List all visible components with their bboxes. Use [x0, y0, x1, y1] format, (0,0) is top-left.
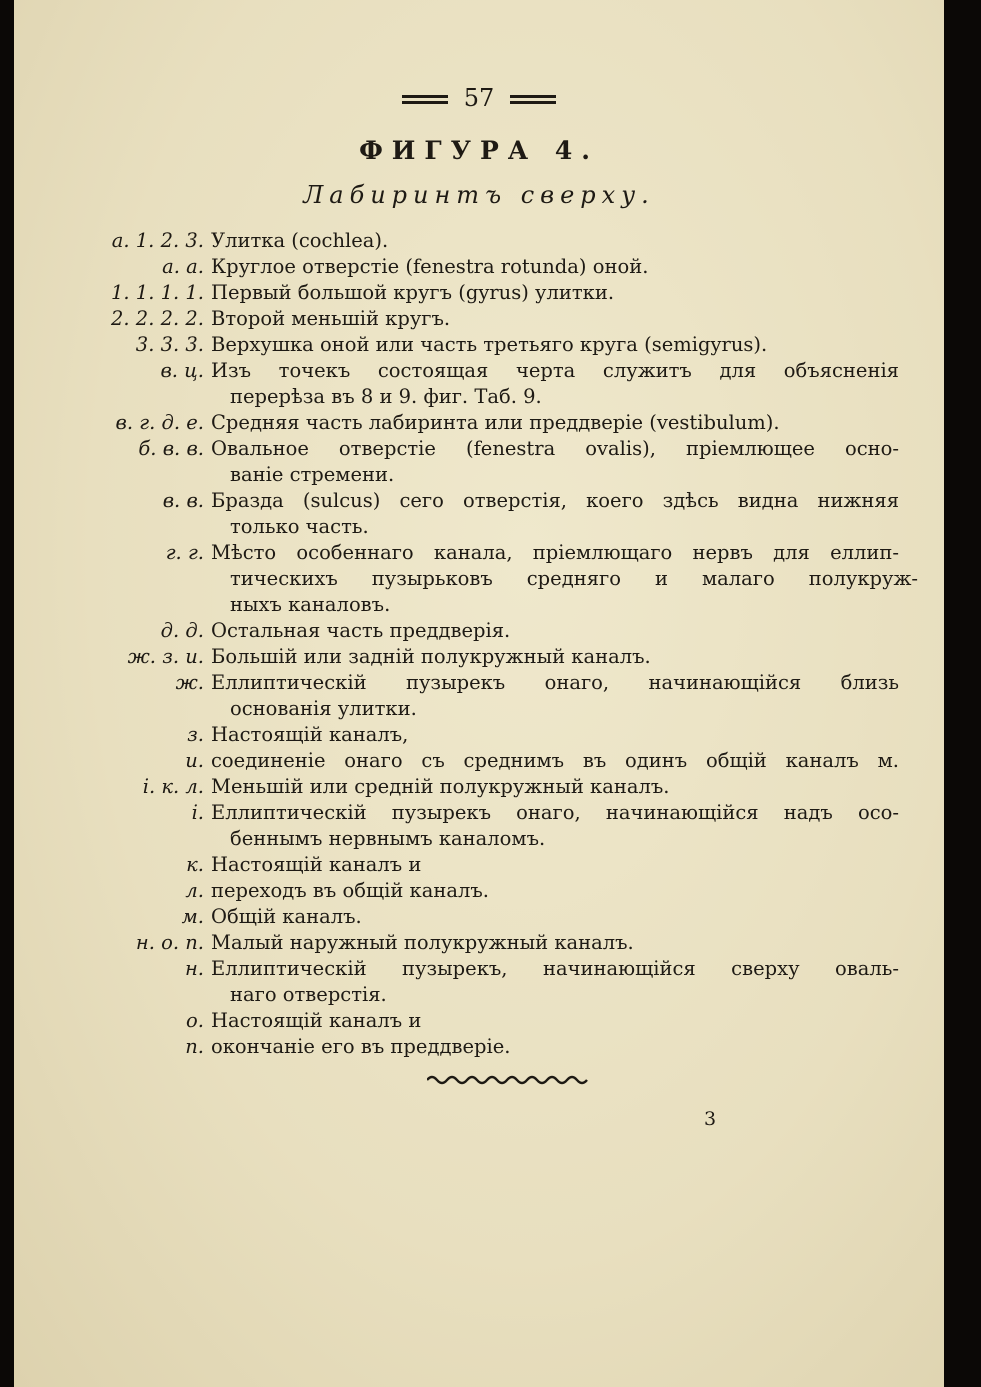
legend-text: Малый наружный полукружный каналъ. [211, 931, 634, 954]
legend-text: только часть. [230, 515, 369, 538]
right-rule [510, 95, 556, 104]
legend-row [14, 618, 944, 644]
legend-row [14, 488, 944, 514]
legend-entries [14, 228, 944, 1060]
legend-label: a. a. [162, 255, 204, 278]
legend-label: a. 1. 2. 3. [111, 229, 204, 252]
legend-label: і. к. л. [142, 775, 204, 798]
legend-row [14, 358, 944, 384]
legend-row [14, 774, 944, 800]
legend-label: к. [186, 853, 204, 876]
legend-text: Верхушка оной или часть третьяго круга (semigyrus). [211, 333, 768, 356]
legend-label: 2. 2. 2. 2. [110, 307, 204, 330]
legend-row [14, 800, 944, 826]
legend-text: ныхъ каналовъ. [230, 593, 391, 616]
legend-label: н. о. п. [135, 931, 204, 954]
legend-row [14, 592, 944, 618]
legend-label: и. [185, 749, 204, 772]
legend-label: б. в. в. [138, 437, 204, 460]
legend-row [14, 696, 944, 722]
legend-label: ж. [175, 671, 204, 694]
legend-row [14, 826, 944, 852]
legend-row [14, 410, 944, 436]
legend-text: соединеніе онаго съ среднимъ въ одинъ общій каналъ м. [211, 749, 899, 772]
legend-text: Остальная часть преддверія. [211, 619, 511, 642]
legend-text: беннымъ нервнымъ каналомъ. [230, 827, 546, 850]
legend-row [14, 280, 944, 306]
legend-label: г. г. [165, 541, 204, 564]
legend-text: основанія улитки. [230, 697, 417, 720]
legend-row [14, 1034, 944, 1060]
legend-row [14, 748, 944, 774]
legend-label: л. [185, 879, 204, 902]
legend-text: Еллиптическій пузырекъ онаго, начинающійся близь [211, 671, 899, 694]
legend-label: м. [181, 905, 204, 928]
legend-text: Мѣсто особеннаго канала, пріемлющаго нервъ для еллип- [211, 541, 899, 564]
legend-label: д. д. [160, 619, 204, 642]
legend-label: і. [191, 801, 204, 824]
legend-row [14, 436, 944, 462]
legend-row [14, 852, 944, 878]
legend-text: ваніе стремени. [230, 463, 395, 486]
legend-text: наго отверстія. [230, 983, 387, 1006]
legend-text: Настоящій каналъ и [211, 1009, 422, 1032]
legend-text: переходъ въ общій каналъ. [211, 879, 489, 902]
legend-text: Настоящій каналъ, [211, 723, 409, 746]
legend-row [14, 982, 944, 1008]
legend-row [14, 384, 944, 410]
legend-row [14, 462, 944, 488]
legend-label: о. [186, 1009, 204, 1032]
legend-text: Улитка (cochlea). [211, 229, 389, 252]
legend-text: Еллиптическій пузырекъ, начинающійся сверху оваль- [211, 957, 899, 980]
legend-row [14, 514, 944, 540]
legend-row [14, 228, 944, 254]
page-number: 57 [463, 84, 495, 112]
legend-label: в. г. д. е. [115, 411, 204, 434]
legend-row [14, 1008, 944, 1034]
legend-text: Изъ точекъ состоящая черта служитъ для объясненія [211, 359, 899, 382]
legend-text: окончаніе его въ преддверіе. [211, 1035, 511, 1058]
legend-row [14, 306, 944, 332]
page-header [14, 84, 944, 112]
figure-subtitle: Лабиринтъ сверху. [303, 181, 655, 209]
legend-row [14, 254, 944, 280]
legend-text: Первый большой кругъ (gyrus) улитки. [211, 281, 615, 304]
legend-label: п. [185, 1035, 204, 1058]
legend-text: тическихъ пузырьковъ средняго и малаго полукруж- [230, 567, 918, 590]
legend-text: Круглое отверстіе (fenestra rotunda) оной. [211, 255, 649, 278]
legend-text: Меньшій или средній полукружный каналъ. [211, 775, 670, 798]
signature-mark: 3 [704, 1108, 717, 1130]
legend-text: Общій каналъ. [211, 905, 362, 928]
legend-label: ж. з. и. [127, 645, 204, 668]
book-page [14, 0, 944, 1387]
legend-label: з. [187, 723, 204, 746]
legend-row [14, 540, 944, 566]
legend-text: Второй меньшій кругъ. [211, 307, 451, 330]
left-rule [402, 95, 448, 104]
legend-row [14, 878, 944, 904]
legend-label: в. ц. [160, 359, 204, 382]
legend-text: Большій или задній полукружный каналъ. [211, 645, 651, 668]
legend-row [14, 956, 944, 982]
legend-row [14, 566, 944, 592]
legend-text: Бразда (sulcus) сего отверстія, коего здѣсь видна нижняя [211, 489, 899, 512]
legend-text: Овальное отверстіе (fenestra ovalis), пріемлющее осно- [211, 437, 899, 460]
legend-label: в. в. [162, 489, 204, 512]
legend-label: 1. 1. 1. 1. [110, 281, 204, 304]
wavy-ornament [427, 1074, 591, 1086]
legend-text: Настоящій каналъ и [211, 853, 422, 876]
legend-row [14, 904, 944, 930]
legend-text: перерѣза въ 8 и 9. фиг. Таб. 9. [230, 385, 542, 408]
legend-row [14, 644, 944, 670]
figure-title: ФИГУРА 4. [359, 136, 599, 165]
legend-row [14, 670, 944, 696]
legend-label: 3. 3. 3. [135, 333, 204, 356]
legend-row [14, 930, 944, 956]
legend-row [14, 332, 944, 358]
legend-text: Средняя часть лабиринта или преддверіе (vestibulum). [211, 411, 780, 434]
legend-text: Еллиптическій пузырекъ онаго, начинающійся надъ осо- [211, 801, 899, 824]
legend-label: н. [184, 957, 204, 980]
legend-row [14, 722, 944, 748]
